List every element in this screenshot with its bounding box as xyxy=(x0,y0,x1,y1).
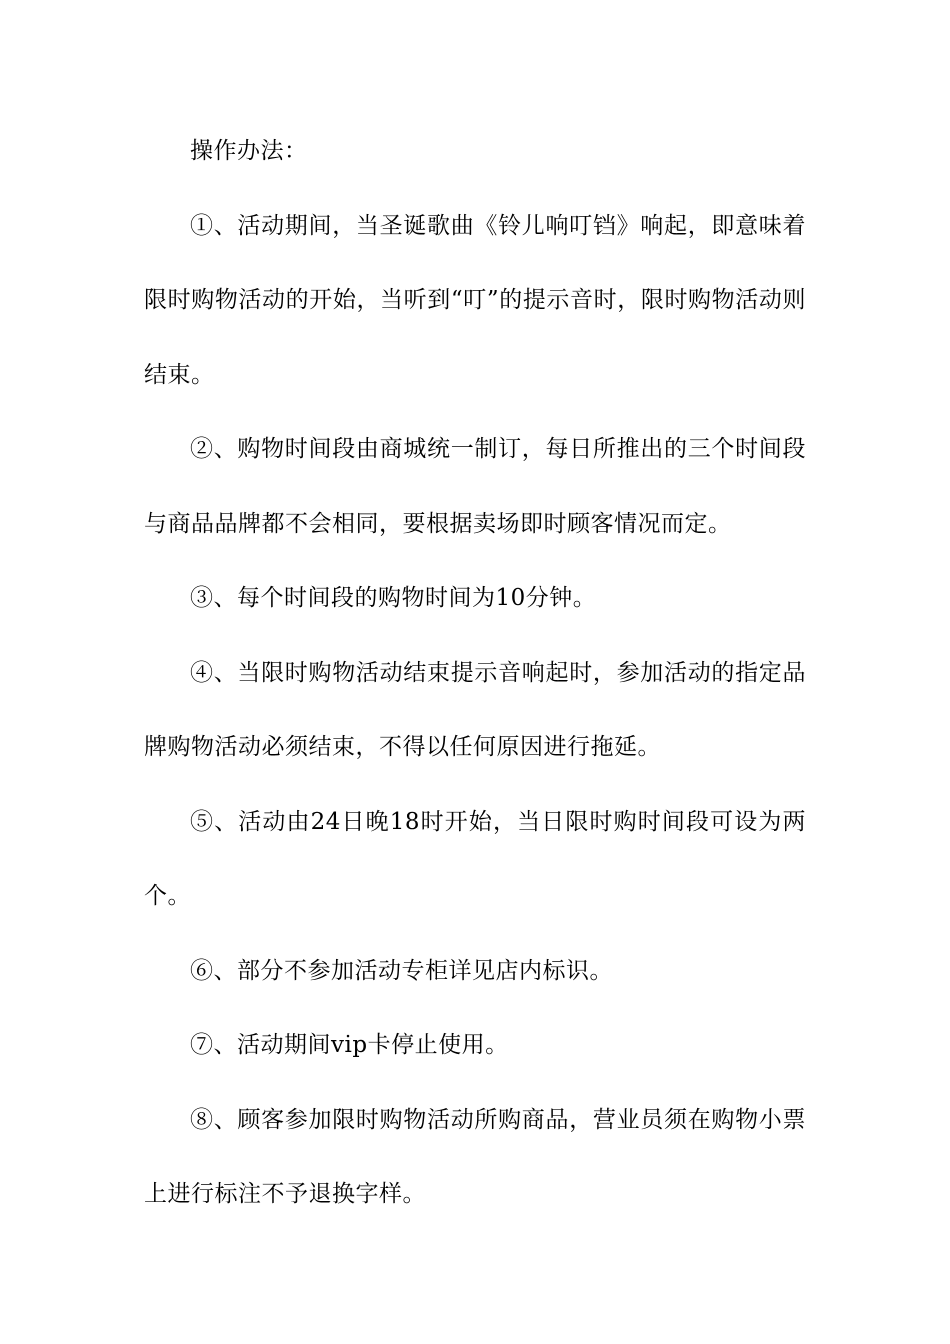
rule-item-2: ②、购物时间段由商城统一制订，每日所推出的三个时间段与商品品牌都不会相同，要根据卖场即时顾客情况而定。 xyxy=(144,436,806,537)
rule-item-1: ①、活动期间，当圣诞歌曲《铃儿响叮铛》响起，即意味着限时购物活动的开始，当听到“叮”的提示音时，限时购物活动则结束。 xyxy=(144,212,806,388)
document-body xyxy=(144,114,806,1232)
rule-item-5: ⑤、活动由24日晚18时开始，当日限时购时间段可设为两个。 xyxy=(144,808,806,909)
rule-item-7: ⑦、活动期间vip卡停止使用。 xyxy=(190,1032,509,1058)
rule-item-6: ⑥、部分不参加活动专柜详见店内标识。 xyxy=(190,957,613,984)
rule-item-3: ③、每个时间段的购物时间为10分钟。 xyxy=(190,585,597,611)
section-heading: 操作办法： xyxy=(190,138,308,164)
rule-item-4: ④、当限时购物活动结束提示音响起时，参加活动的指定品牌购物活动必须结束，不得以任何原因进行拖延。 xyxy=(144,659,806,760)
rule-item-8: ⑧、顾客参加限时购物活动所购商品，营业员须在购物小票上进行标注不予退换字样。 xyxy=(144,1106,806,1207)
